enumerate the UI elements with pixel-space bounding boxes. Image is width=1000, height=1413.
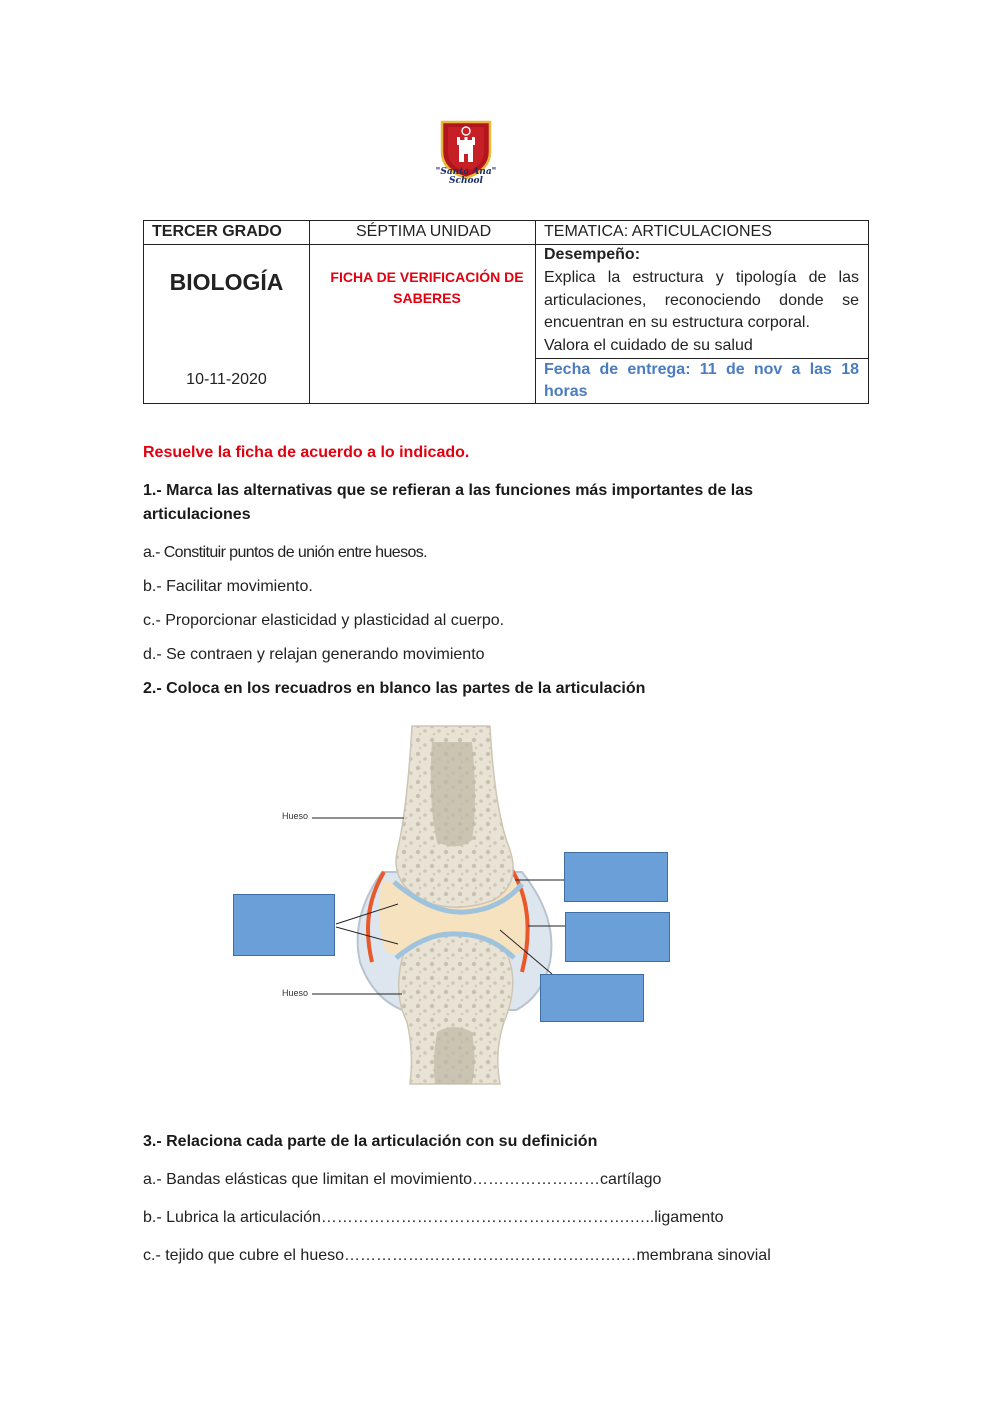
header-table (143, 220, 869, 404)
q3-item-c: c.- tejido que cubre el hueso…………………………………………….…membrana sinovial (143, 1247, 771, 1264)
grade-label: TERCER GRADO (152, 223, 282, 240)
q1-option-a[interactable]: a.- Constituir puntos de unión entre huesos. (143, 544, 428, 561)
question-1-title: 1.- Marca las alternativas que se refieran a las funciones más importantes de las articulaciones (143, 482, 754, 523)
q3-item-b: b.- Lubrica la articulación………………………………………………….…..ligamento (143, 1209, 724, 1226)
blank-box-membrane[interactable] (564, 852, 668, 902)
blank-box-capsule[interactable] (565, 912, 670, 962)
unit-label: SÉPTIMA UNIDAD (356, 223, 492, 240)
blank-box-synovial-fluid[interactable] (540, 974, 644, 1022)
label-bone-top: Hueso (282, 811, 309, 821)
instructions: Resuelve la ficha de acuerdo a lo indicado. (143, 444, 470, 461)
joint-diagram (232, 722, 672, 1086)
worksheet-type: FICHA DE VERIFICACIÓN DE SABERES (330, 269, 524, 306)
question-3-title: 3.- Relaciona cada parte de la articulación con su definición (143, 1133, 598, 1150)
performance-title: Desempeño: (544, 246, 641, 263)
q1-option-d[interactable]: d.- Se contraen y relajan generando movimiento (143, 646, 485, 663)
q1-option-c[interactable]: c.- Proporcionar elasticidad y plasticidad al cuerpo. (143, 612, 505, 629)
subject-title: BIOLOGÍA (169, 269, 284, 295)
question-2-title: 2.- Coloca en los recuadros en blanco las partes de la articulación (143, 680, 646, 697)
q3-item-a: a.- Bandas elásticas que limitan el movimiento……………………cartílago (143, 1171, 662, 1188)
topic-label: TEMATICA: ARTICULACIONES (544, 223, 772, 240)
school-name: "Santa Ana" School (435, 167, 497, 186)
performance-description: Explica la estructura y tipología de las articulaciones, reconociendo donde se encuentran en su estructura corporal. Valora el cuidado de su salud (544, 269, 859, 354)
label-bone-bottom: Hueso (282, 988, 309, 998)
due-date: Fecha de entrega: 11 de nov a las 18 horas (544, 361, 859, 400)
q1-option-b[interactable]: b.- Facilitar movimiento. (143, 578, 313, 595)
blank-box-cartilage[interactable] (233, 894, 335, 956)
date-label: 10-11-2020 (186, 371, 267, 388)
